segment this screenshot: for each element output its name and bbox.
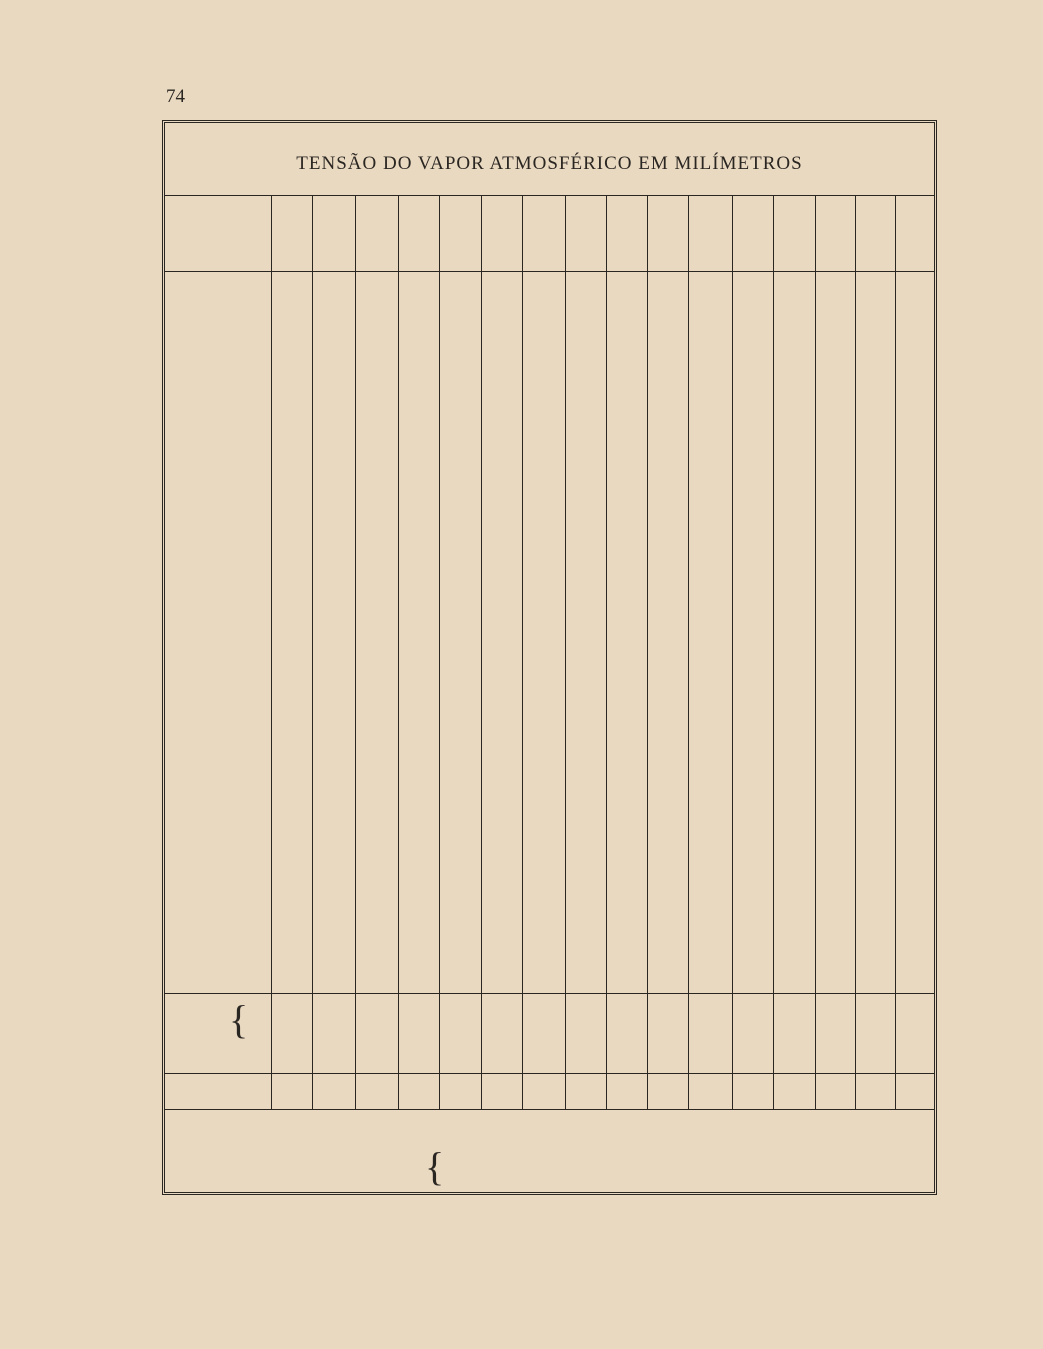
column-divider [481, 196, 482, 1109]
column-divider [312, 196, 313, 1109]
column-divider [732, 196, 733, 1109]
column-divider [355, 196, 356, 1109]
page-number: 74 [166, 86, 185, 107]
column-divider [647, 196, 648, 1109]
column-divider [565, 196, 566, 1109]
column-divider [439, 196, 440, 1109]
title-rule [165, 195, 934, 196]
summary-rule [165, 1073, 934, 1074]
column-divider [895, 196, 896, 1109]
month-rule [165, 1109, 934, 1110]
table-title: TENSÃO DO VAPOR ATMOSFÉRICO EM MILÍMETROS [296, 153, 803, 174]
column-divider [398, 196, 399, 1109]
decade-brace: { [229, 996, 249, 1042]
column-divider [606, 196, 607, 1109]
table-frame [162, 120, 937, 1195]
header-rule [165, 271, 934, 272]
column-divider [271, 196, 272, 1109]
column-divider [688, 196, 689, 1109]
data-rule [165, 993, 934, 994]
column-divider [522, 196, 523, 1109]
column-divider [773, 196, 774, 1109]
column-divider [855, 196, 856, 1109]
extremes-brace: { [425, 1143, 445, 1189]
column-divider [815, 196, 816, 1109]
